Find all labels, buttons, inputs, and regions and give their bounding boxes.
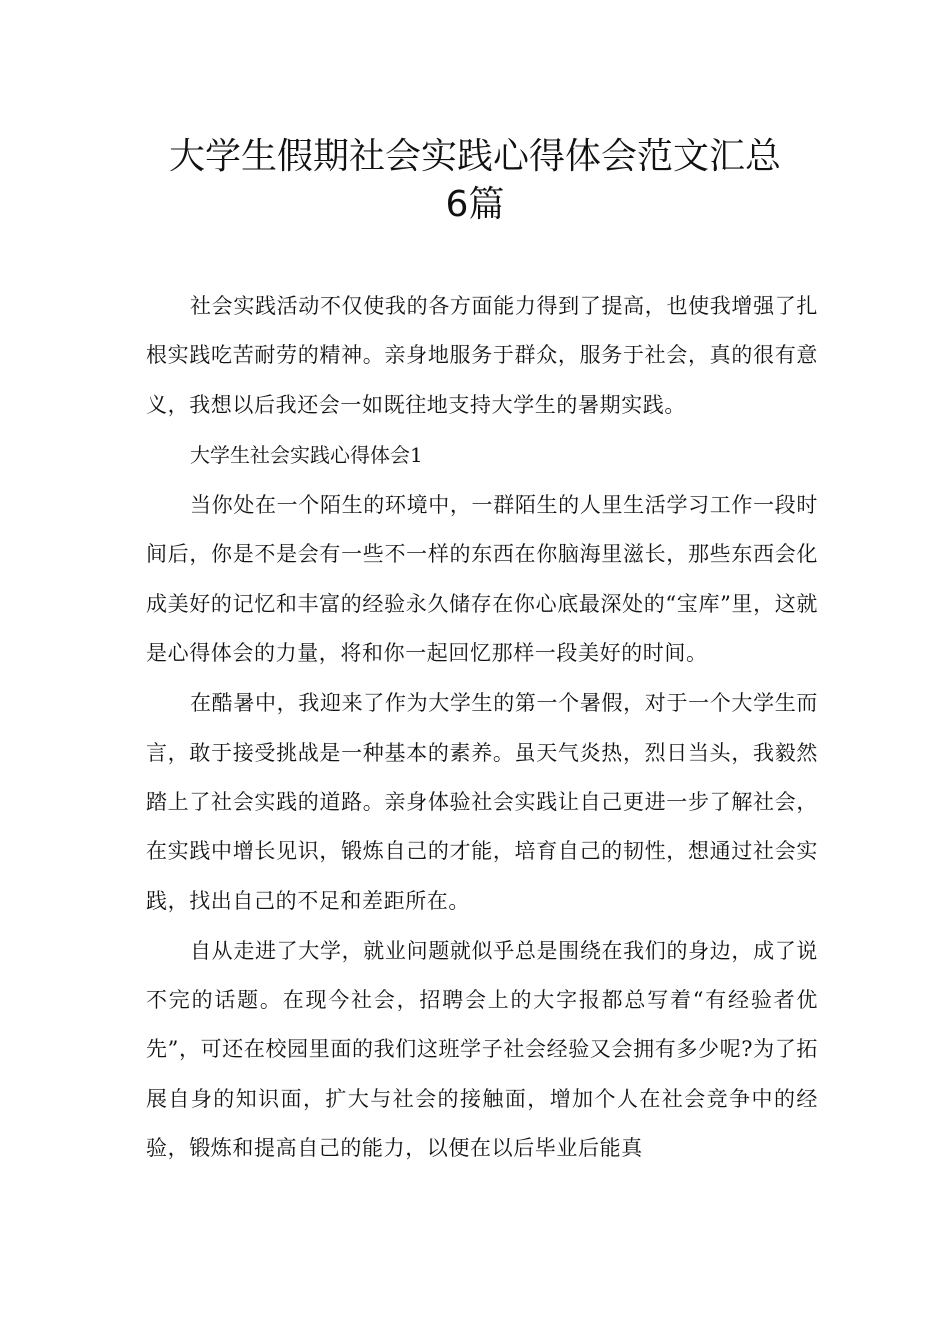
document-body	[146, 282, 818, 1174]
body-paragraph: 当你处在一个陌生的环境中，一群陌生的人里生活学习工作一段时间后，你是不是会有一些不一样的东西在你脑海里滋长，那些东西会化成美好的记忆和丰富的经验永久储存在你心底最深处的“宝库”里，这就是心得体会的力量，将和你一起回忆那样一段美好的时间。	[146, 493, 818, 666]
document-title-line-1: 大学生假期社会实践心得体会范文汇总	[168, 136, 781, 177]
document-title-line-2: 6篇	[445, 184, 505, 225]
body-paragraph: 在酷暑中，我迎来了作为大学生的第一个暑假，对于一个大学生而言，敢于接受挑战是一种基本的素养。虽天气炎热，烈日当头，我毅然踏上了社会实践的道路。亲身体验社会实践让自己更进一步了解社会，在实践中增长见识，锻炼自己的才能，培育自己的韧性，想通过社会实践，找出自己的不足和差距所在。	[146, 691, 818, 913]
body-paragraph: 自从走进了大学，就业问题就似乎总是围绕在我们的身边，成了说不完的话题。在现今社会，招聘会上的大字报都总写着“有经验者优先”，可还在校园里面的我们这班学子社会经验又会拥有多少呢?为了拓展自身的知识面，扩大与社会的接触面，增加个人在社会竞争中的经验，锻炼和提高自己的能力，以便在以后毕业后能真	[146, 938, 818, 1161]
intro-paragraph: 社会实践活动不仅使我的各方面能力得到了提高，也使我增强了扎根实践吃苦耐劳的精神。亲身地服务于群众，服务于社会，真的很有意义，我想以后我还会一如既往地支持大学生的暑期实践。	[146, 294, 818, 417]
section-heading: 大学生社会实践心得体会1	[190, 442, 423, 467]
